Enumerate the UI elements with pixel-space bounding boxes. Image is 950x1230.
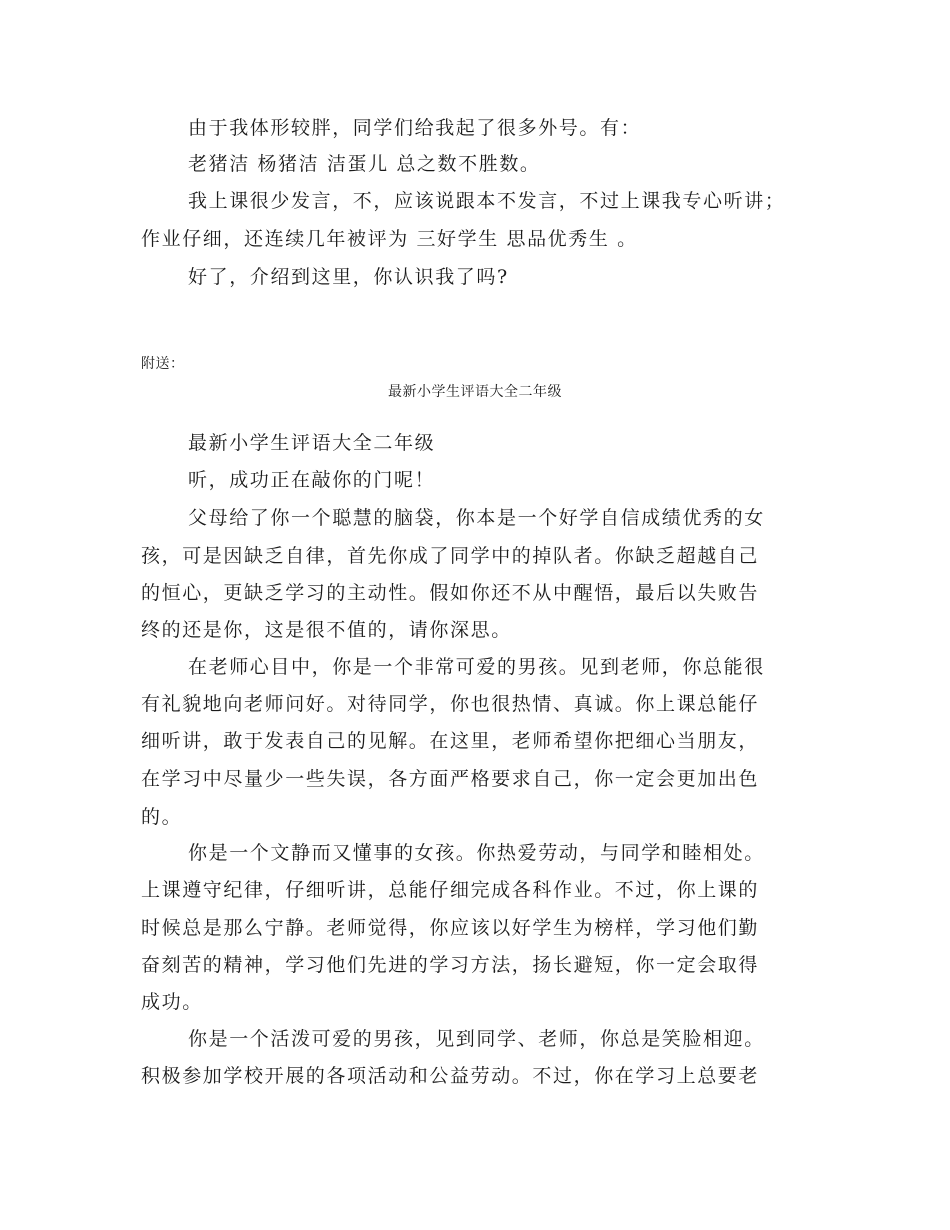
- body-line-11: 的。: [141, 806, 183, 828]
- appendix-label: 附送：: [141, 356, 185, 372]
- body-line-9: 细听讲，敢于发表自己的见解。在这里，老师希望你把细心当朋友，: [141, 730, 760, 752]
- body-line-15: 奋刻苦的精神，学习他们先进的学习方法，扬长避短，你一定会取得: [141, 954, 760, 976]
- body-line-14: 时候总是那么宁静。老师觉得，你应该以好学生为榜样，学习他们勤: [141, 917, 760, 939]
- body-line-18: 积极参加学校开展的各项活动和公益劳动。不过，你在学习上总要老: [141, 1065, 760, 1087]
- body-line-13: 上课遵守纪律，仔细听讲，总能仔细完成各科作业。不过，你上课的: [141, 879, 760, 901]
- appendix-title: 最新小学生评语大全二年级: [388, 384, 562, 400]
- body-line-17: 你是一个活泼可爱的男孩，见到同学、老师，你总是笑脸相迎。: [188, 1028, 765, 1050]
- body-line-4: 孩，可是因缺乏自律，首先你成了同学中的掉队者。你缺乏超越自己: [141, 545, 760, 567]
- intro-line-3: 我上课很少发言，不，应该说跟本不发言，不过上课我专心听讲；: [188, 190, 786, 212]
- body-line-7: 在老师心目中，你是一个非常可爱的男孩。见到老师，你总能很: [188, 656, 765, 678]
- body-line-8: 有礼貌地向老师问好。对待同学，你也很热情、真诚。你上课总能仔: [141, 693, 760, 715]
- intro-line-5: 好了，介绍到这里，你认识我了吗?: [188, 266, 509, 288]
- body-line-16: 成功。: [141, 991, 203, 1013]
- body-line-3: 父母给了你一个聪慧的脑袋，你本是一个好学自信成绩优秀的女: [188, 507, 765, 529]
- body-line-5: 的恒心，更缺乏学习的主动性。假如你还不从中醒悟，最后以失败告: [141, 582, 760, 604]
- body-line-12: 你是一个文静而又懂事的女孩。你热爱劳动，与同学和睦相处。: [188, 842, 765, 864]
- body-line-2: 听，成功正在敲你的门呢！: [188, 469, 436, 491]
- body-line-10: 在学习中尽量少一些失误，各方面严格要求自己，你一定会更加出色: [141, 768, 760, 790]
- body-line-1: 最新小学生评语大全二年级: [188, 432, 436, 454]
- intro-line-4: 作业仔细，还连续几年被评为 三好学生 思品优秀生 。: [141, 228, 638, 250]
- intro-line-2: 老猪洁 杨猪洁 洁蛋儿 总之数不胜数。: [188, 153, 541, 175]
- body-line-6: 终的还是你，这是很不值的，请你深思。: [141, 619, 512, 641]
- intro-line-1: 由于我体形较胖，同学们给我起了很多外号。有：: [188, 117, 642, 139]
